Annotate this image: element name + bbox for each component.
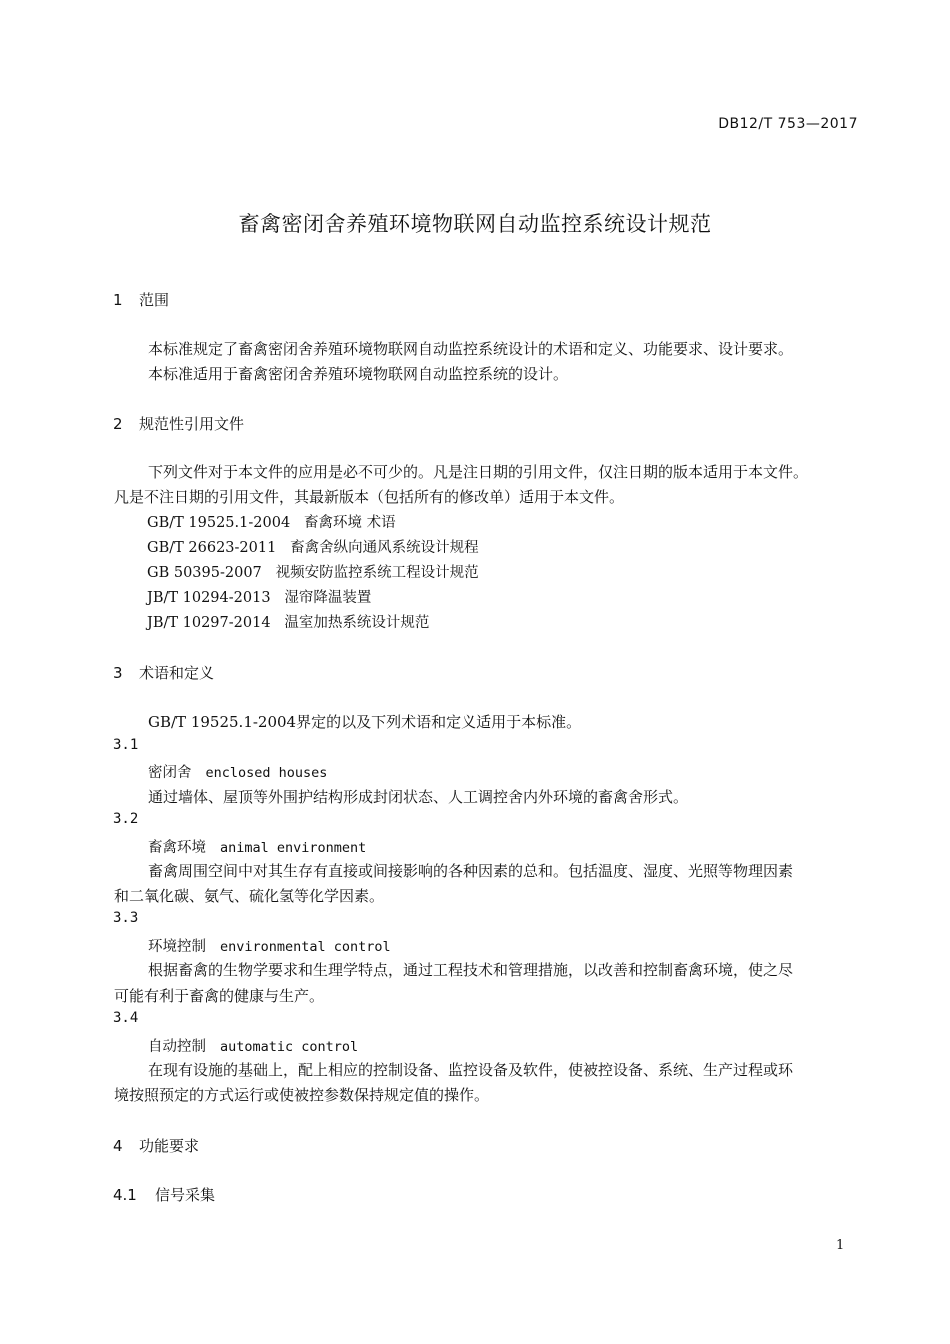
- term-definition-cont: 境按照预定的方式运行或使被控参数保持规定值的操作。: [114, 1086, 490, 1104]
- reference-title: 温室加热系统设计规范: [284, 615, 430, 631]
- term-definition: 通过墙体、屋顶等外围护结构形成封闭状态、人工调控舍内外环境的畜禽舍形式。: [148, 788, 689, 806]
- reference-item: [147, 561, 479, 582]
- section-4-heading: [113, 1135, 199, 1156]
- term-heading: [148, 836, 366, 857]
- reference-title: 畜禽环境 术语: [304, 515, 396, 531]
- section-title: 范围: [139, 291, 170, 309]
- section-number: 2: [113, 415, 123, 433]
- term-heading: [148, 935, 391, 956]
- term-english: enclosed houses: [205, 765, 328, 781]
- document-title: 畜禽密闭舍养殖环境物联网自动监控系统设计规范: [238, 212, 712, 236]
- term-heading: [148, 1035, 358, 1056]
- terms-intro: GB/T 19525.1-2004界定的以及下列术语和定义适用于本标准。: [148, 713, 582, 731]
- section-number: 1: [113, 291, 123, 309]
- term-chinese: 环境控制: [148, 939, 206, 955]
- reference-item: [147, 511, 396, 532]
- reference-item: [147, 611, 429, 632]
- subsection-title: 信号采集: [155, 1186, 216, 1204]
- term-definition-cont: 和二氧化碳、氨气、硫化氢等化学因素。: [114, 887, 385, 905]
- scope-paragraph-2: 本标准适用于畜禽密闭舍养殖环境物联网自动监控系统的设计。: [148, 365, 569, 383]
- reference-code: JB/T 10297-2014: [147, 615, 271, 631]
- standard-code: DB12/T 753—2017: [718, 116, 858, 132]
- term-number: 3.3: [113, 910, 139, 926]
- refs-intro-line-2: 凡是不注日期的引用文件，其最新版本（包括所有的修改单）适用于本文件。: [114, 488, 625, 506]
- term-definition: 根据畜禽的生物学要求和生理学特点，通过工程技术和管理措施，以改善和控制畜禽环境，使之尽: [148, 961, 794, 979]
- term-heading: [148, 761, 327, 782]
- term-english: automatic control: [220, 1039, 359, 1055]
- refs-intro-line-1: 下列文件对于本文件的应用是必不可少的。凡是注日期的引用文件，仅注日期的版本适用于本文件。: [148, 463, 809, 481]
- reference-code: GB/T 19525.1-2004: [147, 515, 291, 531]
- section-3-heading: [113, 662, 214, 683]
- reference-title: 视频安防监控系统工程设计规范: [275, 565, 479, 581]
- term-definition-cont: 可能有利于畜禽的健康与生产。: [114, 987, 325, 1005]
- section-title: 规范性引用文件: [139, 415, 245, 433]
- term-number: 3.4: [113, 1010, 139, 1026]
- term-chinese: 自动控制: [148, 1039, 206, 1055]
- subsection-number: 4.1: [113, 1186, 137, 1204]
- reference-code: GB/T 26623-2011: [147, 540, 277, 556]
- section-title: 功能要求: [139, 1137, 200, 1155]
- page-number: 1: [836, 1238, 845, 1253]
- subsection-4-1-heading: [113, 1184, 215, 1205]
- section-number: 4: [113, 1137, 123, 1155]
- section-1-heading: [113, 289, 169, 310]
- section-title: 术语和定义: [139, 664, 215, 682]
- term-chinese: 密闭舍: [148, 765, 192, 781]
- section-number: 3: [113, 664, 123, 682]
- reference-code: JB/T 10294-2013: [147, 590, 271, 606]
- reference-item: [147, 536, 479, 557]
- term-number: 3.2: [113, 811, 139, 827]
- reference-item: [147, 586, 371, 607]
- reference-title: 畜禽舍纵向通风系统设计规程: [290, 540, 479, 556]
- section-2-heading: [113, 413, 244, 434]
- term-chinese: 畜禽环境: [148, 840, 206, 856]
- reference-code: GB 50395-2007: [147, 565, 262, 581]
- scope-paragraph-1: 本标准规定了畜禽密闭舍养殖环境物联网自动监控系统设计的术语和定义、功能要求、设计要求。: [148, 340, 794, 358]
- term-english: environmental control: [220, 939, 391, 955]
- term-definition: 畜禽周围空间中对其生存有直接或间接影响的各种因素的总和。包括温度、湿度、光照等物理因素: [148, 862, 794, 880]
- term-english: animal environment: [220, 840, 367, 856]
- term-number: 3.1: [113, 737, 139, 753]
- term-definition: 在现有设施的基础上，配上相应的控制设备、监控设备及软件，使被控设备、系统、生产过程或环: [148, 1061, 794, 1079]
- reference-title: 湿帘降温装置: [284, 590, 372, 606]
